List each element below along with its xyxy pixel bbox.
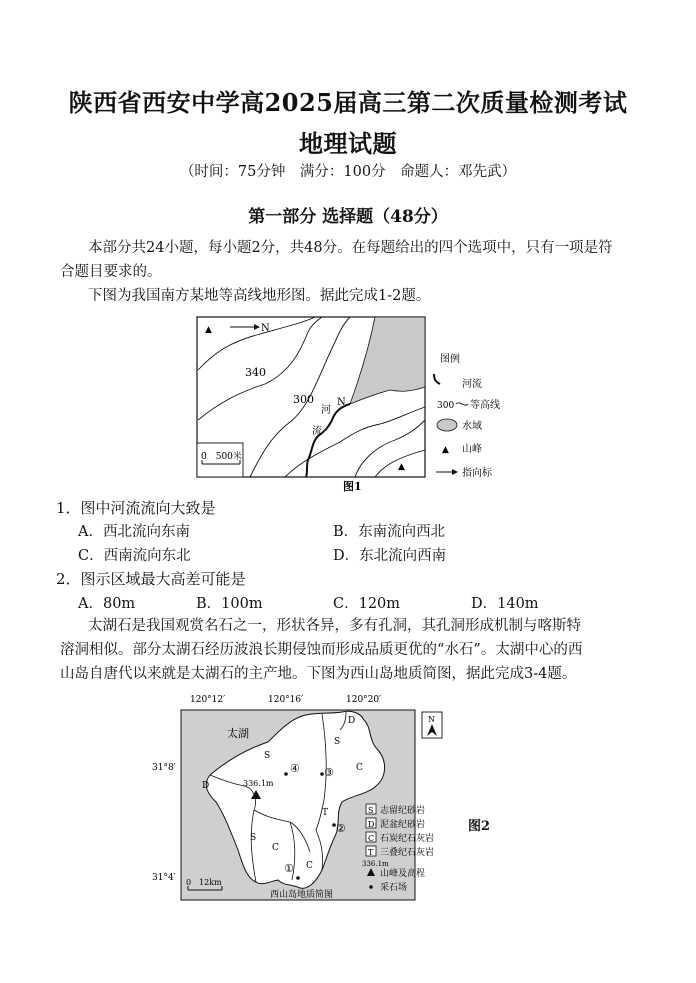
svg-text:C: C xyxy=(368,834,375,843)
lon-label: 120°16′ xyxy=(268,695,304,705)
legend-item: 山峰及高程 xyxy=(380,869,426,879)
site-label: ② xyxy=(336,822,346,835)
north-label: N xyxy=(261,323,270,334)
intro-line-1: 本部分共24小题，每小题2分，共48分。在每题给出的四个选项中，只有一项是符 xyxy=(88,240,613,256)
site-label: ① xyxy=(284,862,294,875)
svg-text:336.1m: 336.1m xyxy=(362,860,389,868)
legend-title: 图例 xyxy=(440,354,460,365)
peak-symbol: ▲ xyxy=(398,462,405,472)
legend-item: 采石场 xyxy=(380,883,408,893)
passage-line-2: 溶洞相似。部分太湖石经历波浪长期侵蚀而形成品质更优的“水石”。太湖中心的西 xyxy=(60,642,583,658)
question-2-option-d[interactable]: D．140m xyxy=(471,596,539,612)
lon-label: 120°20′ xyxy=(346,695,382,705)
map-title: 西山岛地质简图 xyxy=(270,890,334,900)
lat-label: 31°8′ xyxy=(152,763,176,773)
region-letter: S xyxy=(264,751,271,761)
river-label: 河 xyxy=(321,405,331,416)
svg-text:T: T xyxy=(368,848,374,857)
subject-title: 地理试题 xyxy=(299,129,397,158)
question-1-stem: 1．图中河流流向大致是 xyxy=(56,499,216,517)
region-letter: C xyxy=(272,843,279,853)
region-letter: T xyxy=(322,808,329,818)
question-2-option-b[interactable]: B．100m xyxy=(196,596,263,612)
figure-1-contour-map xyxy=(190,312,510,497)
region-letter: D xyxy=(348,716,356,726)
region-letter: S xyxy=(250,833,257,843)
legend-contour: 等高线 xyxy=(470,400,500,411)
exam-title: 陕西省西安中学高2025届高三第二次质量检测考试 xyxy=(68,88,628,117)
legend-north-arrow: 指向标 xyxy=(462,468,492,479)
legend-river: 河流 xyxy=(462,379,482,390)
contour-label: N xyxy=(337,397,346,408)
lead-text-1: 下图为我国南方某地等高线地形图。据此完成1-2题。 xyxy=(88,288,431,304)
question-2-stem: 2．图示区域最大高差可能是 xyxy=(56,570,246,588)
river-label: 流 xyxy=(312,426,322,437)
scale-label: 0 500米 xyxy=(201,452,242,462)
peak-elevation-label: 336.1m xyxy=(243,779,274,788)
svg-text:D: D xyxy=(368,820,375,829)
intro-line-2: 合题目要求的。 xyxy=(60,264,162,280)
svg-text:▲: ▲ xyxy=(442,445,449,455)
legend-contour-sample: 300 xyxy=(437,401,455,411)
lon-label: 120°12′ xyxy=(190,695,226,705)
question-1-option-c[interactable]: C．西南流向东北 xyxy=(78,548,191,564)
lake-label: 太湖 xyxy=(227,727,249,740)
legend-item: 志留纪砂岩 xyxy=(380,806,426,816)
legend-item: 石炭纪石灰岩 xyxy=(380,834,435,844)
question-2-option-a[interactable]: A．80m xyxy=(78,596,136,612)
question-1-option-b[interactable]: B．东南流向西北 xyxy=(333,524,446,540)
legend-water: 水域 xyxy=(462,421,482,432)
passage-line-1: 太湖石是我国观赏名石之一，形状各异，多有孔洞，其孔洞形成机制与喀斯特 xyxy=(88,618,581,634)
section-heading: 第一部分 选择题（48分） xyxy=(248,207,448,227)
region-letter: C xyxy=(356,763,363,773)
svg-text:S: S xyxy=(368,806,374,815)
exam-info: （时间：75分钟 满分：100分 命题人：邓先武） xyxy=(179,164,517,180)
question-1-option-d[interactable]: D．东北流向西南 xyxy=(333,548,447,564)
question-1-option-a[interactable]: A．西北流向东南 xyxy=(78,524,190,540)
legend-peak: 山峰 xyxy=(462,444,482,455)
region-letter: C xyxy=(306,861,313,871)
figure-2-geology-map xyxy=(150,690,510,905)
region-letter: S xyxy=(334,737,341,747)
figure-2-caption: 图2 xyxy=(468,819,491,834)
passage-line-3: 山岛自唐代以来就是太湖石的主产地。下图为西山岛地质简图，据此完成3-4题。 xyxy=(60,666,577,682)
legend-item: 泥盆纪砂岩 xyxy=(380,820,426,830)
region-letter: D xyxy=(202,781,210,791)
peak-symbol: ▲ xyxy=(205,325,212,335)
legend-item: 三叠纪石灰岩 xyxy=(380,848,435,858)
north-label: N xyxy=(428,715,435,724)
figure-1-caption: 图1 xyxy=(343,480,362,493)
contour-label: 300 xyxy=(293,393,314,406)
site-label: ④ xyxy=(290,762,300,775)
question-2-option-c[interactable]: C．120m xyxy=(333,596,401,612)
scale-label: 0 12km xyxy=(186,878,222,887)
site-label: ③ xyxy=(324,766,334,779)
contour-label: 340 xyxy=(245,366,266,379)
lat-label: 31°4′ xyxy=(152,873,176,883)
